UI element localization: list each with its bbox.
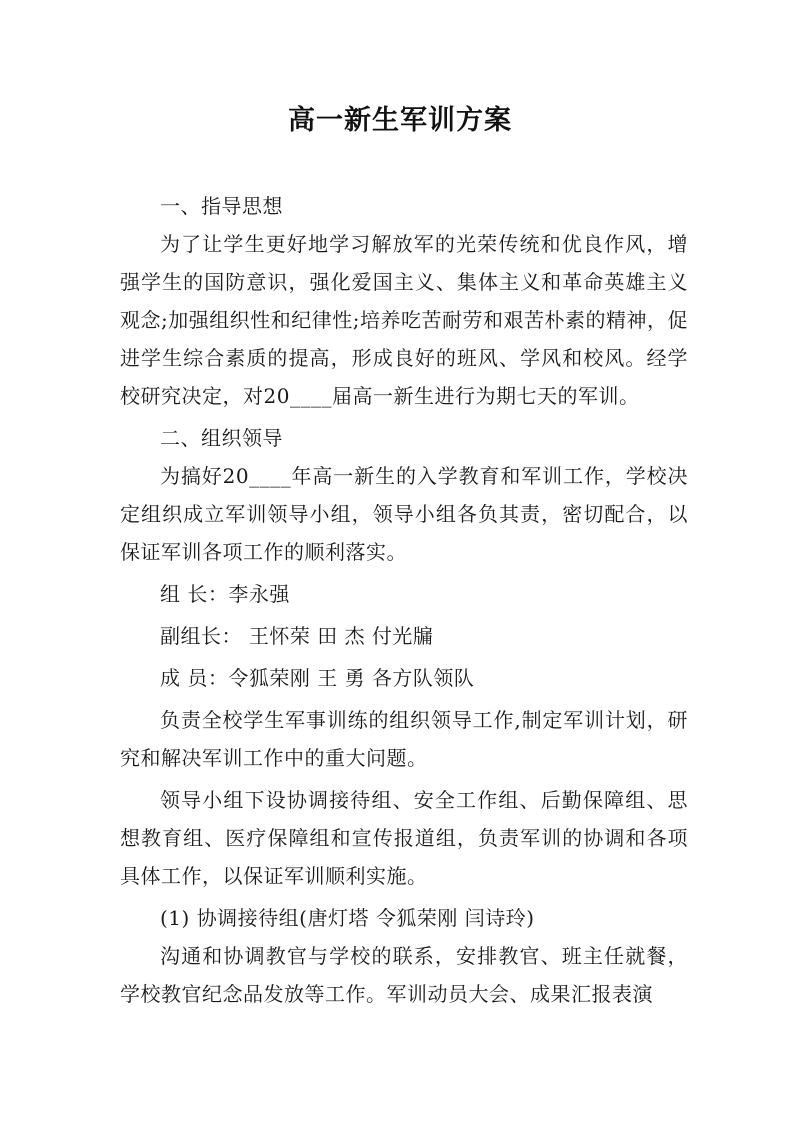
paragraph-guiding-ideology: 为了让学生更好地学习解放军的光荣传统和优良作风，增强学生的国防意识，强化爱国主义、集体主义和革命英雄主义观念;加强组织性和纪律性;培养吃苦耐劳和艰苦朴素的精神，促进学生综合素质的提高，形成良好的班风、学风和校风。经学校研究决定，对20____届高一新生进行为期七天的军训。 (120, 232, 688, 408)
paragraph-reception-duties: 沟通和协调教官与学校的联系，安排教官、班主任就餐，学校教官纪念品发放等工作。军训动员大会、成果汇报表演 (120, 944, 688, 1006)
members-line: 成 员：令狐荣刚 王 勇 各方队领队 (160, 666, 475, 690)
section-heading-organization: 二、组织领导 (160, 426, 283, 450)
paragraph-subgroups: 领导小组下设协调接待组、安全工作组、后勤保障组、思想教育组、医疗保障组和宣传报道组，负责军训的协调和各项具体工作，以保证军训顺利实施。 (120, 788, 688, 888)
leader-line: 组 长：李永强 (160, 582, 290, 606)
deputy-leader-line: 副组长： 王怀荣 田 杰 付光牖 (160, 624, 434, 648)
paragraph-organization: 为搞好20____年高一新生的入学教育和军训工作，学校决定组织成立军训领导小组，领导小组各负其责，密切配合，以保证军训各项工作的顺利落实。 (120, 464, 688, 564)
section-heading-guiding-ideology: 一、指导思想 (160, 194, 283, 218)
document-title: 高一新生军训方案 (288, 105, 512, 136)
document-body (120, 187, 688, 1013)
subgroup-reception-line: (1) 协调接待组(唐灯塔 令狐荣刚 闫诗玲) (160, 906, 535, 930)
paragraph-responsibility: 负责全校学生军事训练的组织领导工作,制定军训计划，研究和解决军训工作中的重大问题。 (120, 708, 688, 770)
